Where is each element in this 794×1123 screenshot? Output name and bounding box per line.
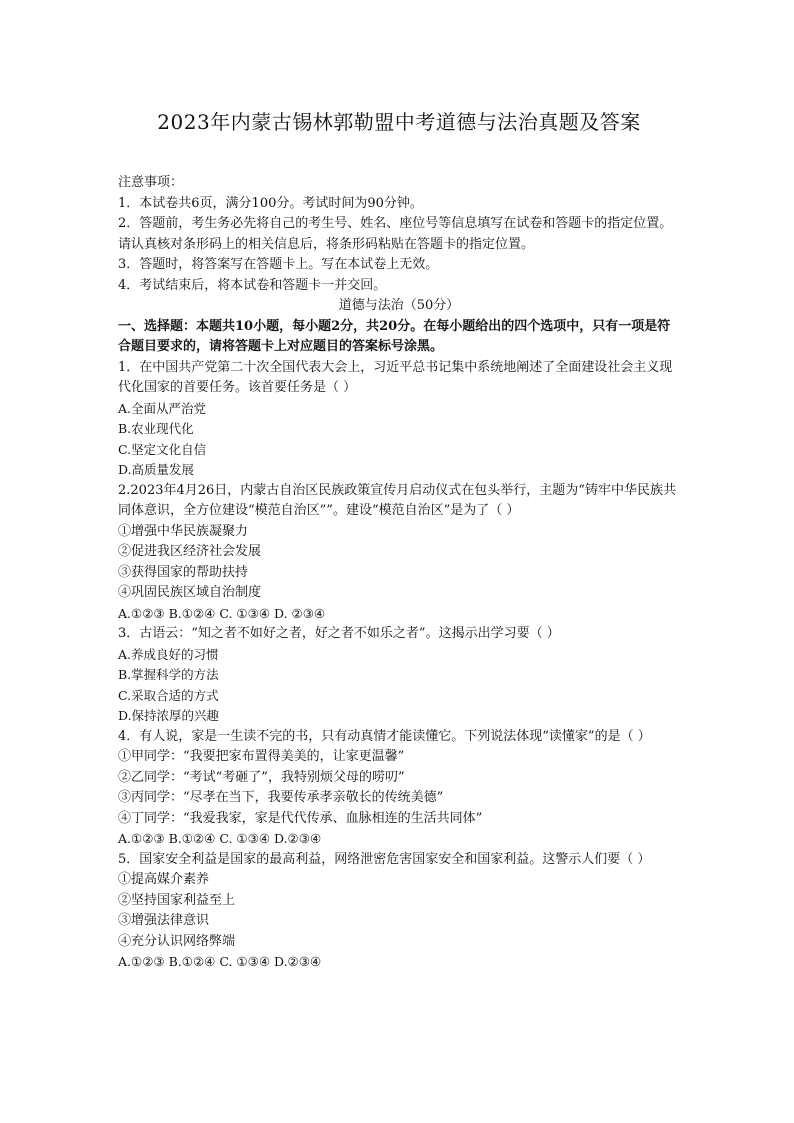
- notice-item: 4．考试结束后，将本试卷和答题卡一并交回。: [118, 277, 387, 293]
- option-c: C.坚定文化自信: [118, 441, 207, 457]
- statement: ④丁同学：“我爱我家，家是代代传承、血脉相连的生活共同体”: [118, 810, 483, 826]
- statement: ④巩固民族区域自治制度: [118, 585, 262, 600]
- notice-item: 2．答题前，考生务必先将自己的考生号、姓名、座位号等信息填写在试卷和答题卡的指定位置。请认真核对条形码上的相关信息后，将条形码粘贴在答题卡的指定位置。: [118, 216, 673, 252]
- answer-choices: A.①②③ B.①②④ C. ①③④ D.②③④: [118, 831, 322, 846]
- notice-section: [118, 173, 680, 296]
- statement: ④充分认识网络弊端: [118, 933, 236, 949]
- statement: ②促进我区经济社会发展: [118, 544, 262, 559]
- answer-choices: A.①②③ B.①②④ C. ①③④ D. ②③④: [118, 605, 326, 621]
- statement: ③丙同学：“尽孝在当下，我要传承孝亲敬长的传统美德”: [118, 790, 444, 805]
- question-stem: 2.2023年4月26日，内蒙古自治区民族政策宣传月启动仪式在包头举行，主题为“铸牢中华民族共同体意识，全方位建设“模范自治区””。建设“模范自治区”是为了（ ）: [118, 482, 676, 518]
- part-instruction: 一、选择题：本题共10小题，每小题2分，共20分。在每小题给出的四个选项中，只有一项是符合题目要求的，请将答题卡上对应题目的答案标号涂黑。: [118, 318, 671, 354]
- section-title: 道德与法治（50分）: [338, 298, 460, 313]
- statement: ①增强中华民族凝聚力: [118, 523, 249, 539]
- statement: ②乙同学：“考试“考砸了”，我特别烦父母的唠叨”: [118, 769, 405, 785]
- question-5: [118, 850, 680, 973]
- question-stem: 4．有人说，家是一生读不完的书，只有动真情才能读懂它。下列说法体现“读懂家”的是（ ）: [118, 728, 651, 744]
- question-stem: 1．在中国共产党第二十次全国代表大会上，习近平总书记集中系统地阐述了全面建设社会主义现代化国家的首要任务。该首要任务是（ ）: [118, 359, 673, 395]
- notice-item: 1．本试卷共6页，满分100分。考试时间为90分钟。: [118, 195, 423, 211]
- statement: ③增强法律意识: [118, 913, 210, 928]
- option-b: B.掌握科学的方法: [118, 667, 219, 682]
- option-b: B.农业现代化: [118, 421, 194, 436]
- notice-heading: 注意事项：: [118, 175, 184, 190]
- option-a: A.养成良好的习惯: [118, 646, 219, 662]
- question-1: [118, 358, 680, 481]
- option-c: C.采取合适的方式: [118, 687, 219, 703]
- statement: ③获得国家的帮助扶持: [118, 564, 249, 580]
- question-stem: 3．古语云：“知之者不如好之者，好之者不如乐之者”。这揭示出学习要（ ）: [118, 626, 560, 641]
- question-stem: 5．国家安全利益是国家的最高利益，网络泄密危害国家安全和国家利益。这警示人们要（ ）: [118, 851, 651, 867]
- statement: ①提高媒介素养: [118, 872, 210, 887]
- question-2: [118, 481, 680, 625]
- option-d: D.保持浓厚的兴趣: [118, 708, 220, 723]
- statement: ①甲同学：“我要把家布置得美美的，让家更温馨”: [118, 749, 405, 764]
- answer-choices: A.①②③ B.①②④ C. ①③④ D.②③④: [118, 954, 322, 969]
- option-d: D.高质量发展: [118, 462, 195, 477]
- notice-item: 3．答题时，将答案写在答题卡上。写在本试卷上无效。: [118, 257, 439, 272]
- question-3: [118, 624, 680, 727]
- statement: ②坚持国家利益至上: [118, 892, 236, 908]
- page-title: 2023年内蒙古锡林郭勒盟中考道德与法治真题及答案: [157, 110, 641, 134]
- question-4: [118, 727, 680, 850]
- option-a: A.全面从严治党: [118, 400, 207, 416]
- exam-page: [118, 100, 680, 973]
